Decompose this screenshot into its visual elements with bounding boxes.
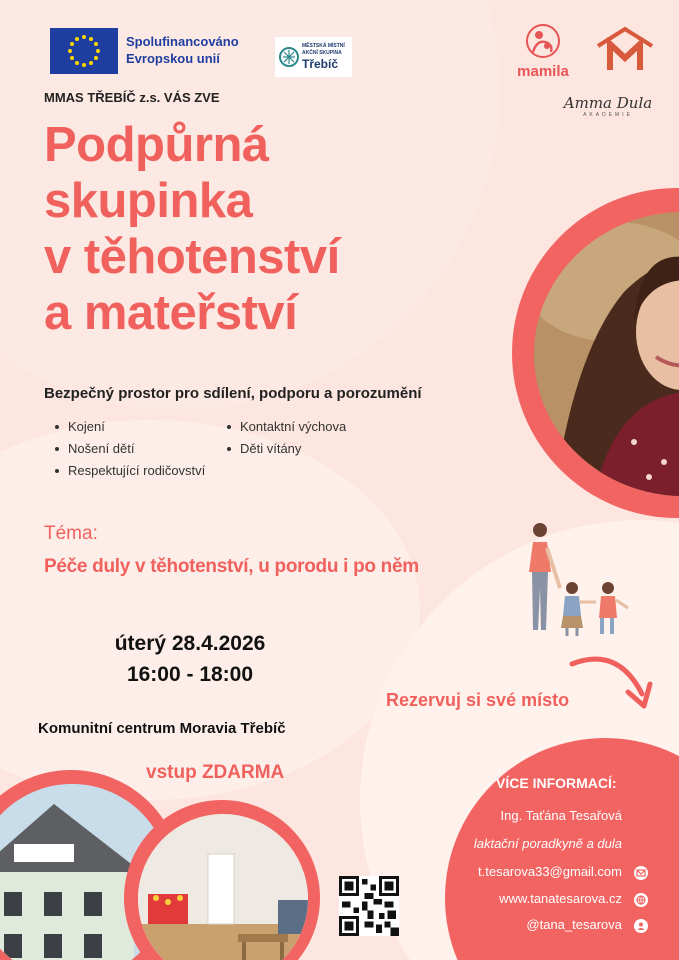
title-line-1: Podpůrná (44, 118, 269, 172)
mamila-logo (508, 22, 578, 82)
eu-caption (126, 33, 239, 67)
free-entry: vstup ZDARMA (146, 762, 285, 783)
event-time: 16:00 - 18:00 (126, 663, 254, 686)
topic-label: Téma: (44, 523, 98, 544)
reserve-callout: Rezervuj si své místo (386, 690, 570, 710)
contact-web[interactable]: www.tanatesarova.cz (499, 891, 622, 906)
contact-role: laktační poradkyně a dula (473, 836, 622, 851)
amma-dula-name: Amma Dula (563, 94, 653, 112)
topic: Péče duly v těhotenství, u porodu i po něm (44, 556, 419, 577)
contact-name: Ing. Taťána Tesařová (500, 808, 622, 823)
topics-list-left (52, 416, 205, 482)
list-item: Kojení (52, 416, 205, 438)
title-line-3: v těhotenství (44, 230, 340, 284)
title-line-2: skupinka (44, 174, 253, 228)
list-item: Respektující rodičovství (52, 460, 205, 482)
event-date: úterý 28.4.2026 (114, 632, 266, 655)
curved-arrow-icon (568, 650, 654, 712)
info-title: VÍCE INFORMACÍ: (496, 775, 617, 791)
family-illustration-icon (516, 518, 640, 642)
subtitle: Bezpečný prostor pro sdílení, podporu a porozumění (44, 385, 422, 402)
instagram-icon (634, 919, 648, 933)
mas-logo-icon (279, 47, 299, 67)
eu-caption-line1: Spolufinancováno (126, 34, 239, 49)
qr-code-icon (339, 876, 399, 936)
eu-caption-line2: Evropskou unií (126, 51, 220, 66)
list-item: Kontaktní výchova (224, 416, 346, 438)
m-house-logo-icon (594, 26, 656, 74)
mas-line2: AKČNÍ SKUPINA (302, 50, 342, 56)
list-item: Nošení dětí (52, 438, 205, 460)
invite-line: MMAS TŘEBÍČ z.s. VÁS ZVE (44, 90, 220, 105)
topics-list-right (224, 416, 346, 460)
amma-dula-sub: AKADEMIE (583, 112, 633, 118)
mamila-logo-icon (523, 22, 563, 60)
contact-instagram[interactable]: @tana_tesarova (526, 917, 622, 932)
mas-line1: MĚSTSKÁ MÍSTNÍ (302, 43, 345, 49)
event-title (44, 117, 340, 341)
list-item: Děti vítány (224, 438, 346, 460)
contact-email[interactable]: t.tesarova33@gmail.com (478, 864, 622, 879)
event-place: Komunitní centrum Moravia Třebíč (38, 720, 286, 737)
mamila-label: mamila (517, 63, 569, 80)
title-line-4: a mateřství (44, 286, 298, 340)
eu-flag-icon (50, 28, 118, 74)
mas-name: Třebíč (302, 57, 339, 71)
email-icon (634, 866, 648, 880)
mas-logo (275, 37, 352, 77)
amma-dula-logo (553, 94, 663, 134)
globe-icon (634, 893, 648, 907)
